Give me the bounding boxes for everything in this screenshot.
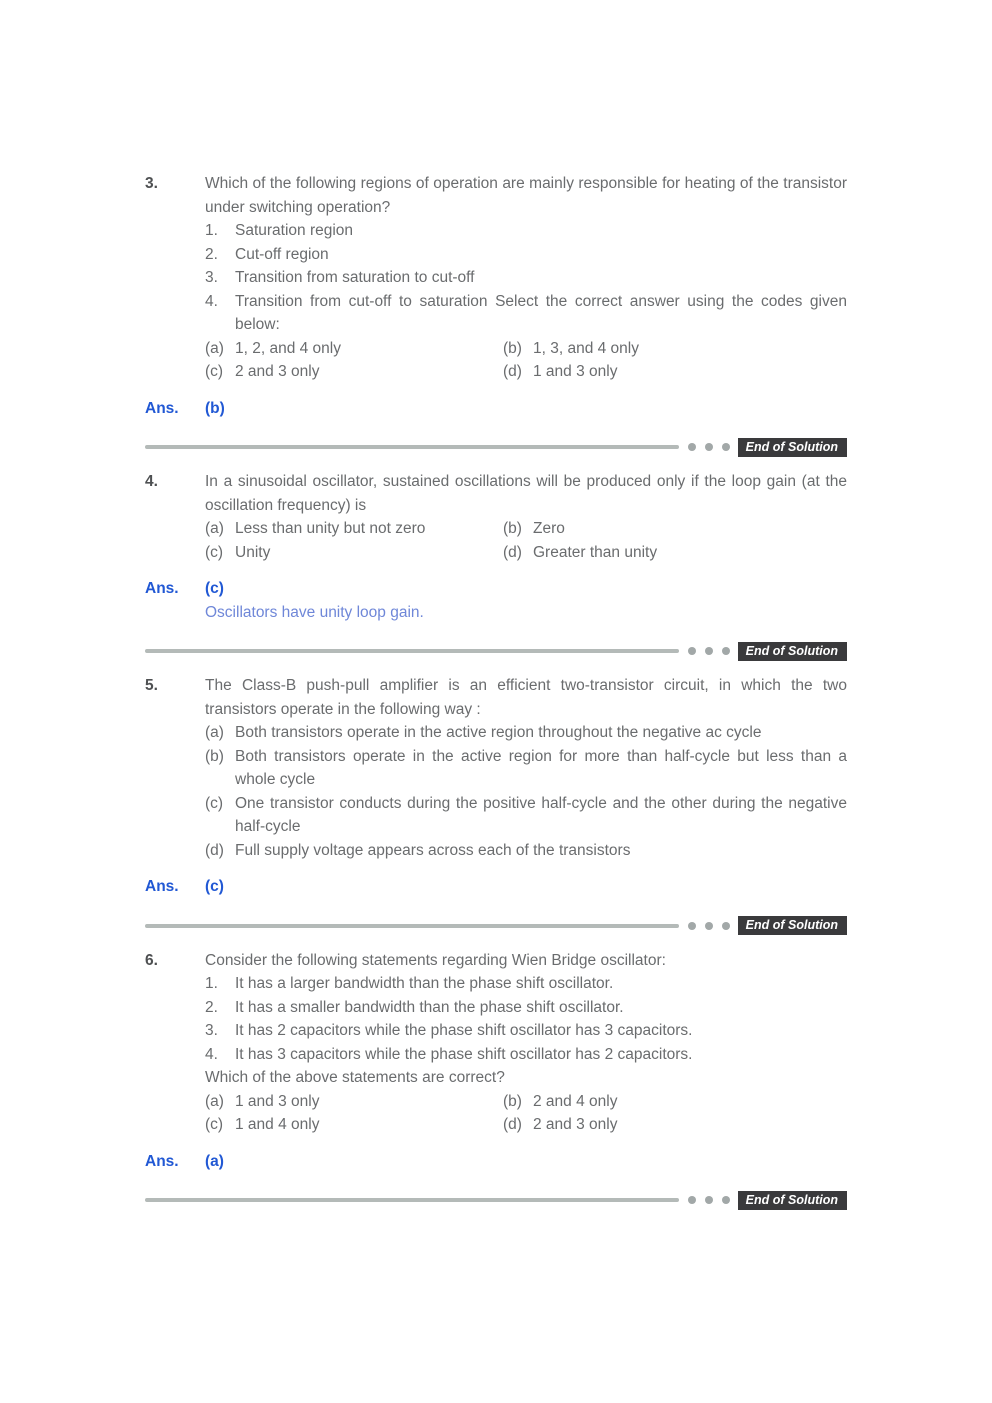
divider-line	[145, 649, 679, 653]
option-b	[503, 517, 847, 541]
list-item	[205, 243, 847, 267]
options-grid	[205, 337, 847, 384]
option-b	[503, 1090, 847, 1114]
end-of-solution-badge: End of Solution	[738, 642, 847, 661]
answer-block	[145, 397, 847, 421]
option-d	[503, 360, 847, 384]
statement-list	[205, 219, 847, 337]
question-text: In a sinusoidal oscillator, sustained oscillations will be produced only if the loop gain (at the oscillation frequency) is	[205, 473, 847, 514]
list-item-number: 4.	[205, 1045, 218, 1063]
option-c	[205, 792, 847, 839]
list-item-text: Saturation region	[235, 222, 354, 239]
end-of-solution-divider	[145, 917, 847, 935]
option-a	[205, 517, 503, 541]
list-item	[205, 1019, 847, 1043]
question-4	[145, 470, 847, 564]
option-label: (a)	[205, 339, 224, 357]
option-text: Greater than unity	[533, 543, 658, 561]
option-a	[205, 1090, 503, 1114]
question-5	[145, 674, 847, 862]
end-of-solution-badge: End of Solution	[738, 916, 847, 935]
question-text: The Class-B push-pull amplifier is an efficient two-transistor circuit, in which the two transistors operate in the following way :	[205, 677, 847, 718]
option-text: 2 and 3 only	[235, 363, 320, 380]
divider-dot	[705, 922, 713, 930]
option-text: Both transistors operate in the active region throughout the negative ac cycle	[235, 724, 762, 741]
list-item-number: 1.	[205, 222, 218, 239]
answer-block	[145, 1150, 847, 1174]
option-text: Unity	[235, 543, 271, 561]
divider-line	[145, 1198, 679, 1202]
answer-label: Ans.	[145, 399, 179, 417]
divider-dot	[688, 647, 696, 655]
option-label: (c)	[205, 1116, 224, 1133]
option-label: (a)	[205, 520, 224, 537]
option-text: One transistor conducts during the positive half-cycle and the other during the negative half-cycle	[235, 794, 847, 835]
answer-label: Ans.	[145, 1152, 179, 1170]
divider-dot	[705, 443, 713, 451]
question-number: 6.	[145, 951, 158, 969]
question-6	[145, 949, 847, 1137]
list-item	[205, 219, 847, 243]
divider-dot	[722, 443, 730, 451]
option-c	[205, 541, 503, 565]
option-label: (c)	[205, 543, 224, 561]
list-item	[205, 1043, 847, 1067]
divider-line	[145, 924, 679, 928]
answer-block	[145, 577, 847, 624]
question-body	[205, 674, 847, 862]
options-list	[205, 721, 847, 862]
divider-dot	[688, 443, 696, 451]
option-b	[503, 337, 847, 361]
divider-dot	[722, 922, 730, 930]
option-text: 1 and 4 only	[235, 1116, 320, 1133]
answer-block	[145, 875, 847, 899]
divider-dot	[722, 1196, 730, 1204]
end-of-solution-divider	[145, 642, 847, 660]
option-d	[503, 541, 847, 565]
option-label: (d)	[503, 363, 522, 380]
option-label: (b)	[503, 520, 522, 537]
option-c	[205, 1113, 503, 1137]
end-of-solution-divider	[145, 1191, 847, 1209]
list-item-text: It has a smaller bandwidth than the phase shift oscillator.	[235, 998, 624, 1016]
option-text: 2 and 4 only	[533, 1092, 618, 1110]
option-text: Zero	[533, 520, 565, 537]
option-text: 1, 2, and 4 only	[235, 339, 341, 357]
list-item-text: Transition from cut-off to saturation Select the correct answer using the codes given below:	[235, 292, 847, 333]
question-text: Consider the following statements regarding Wien Bridge oscillator:	[205, 951, 666, 969]
list-item-number: 3.	[205, 269, 218, 286]
list-item-text: It has a larger bandwidth than the phase shift oscillator.	[235, 975, 614, 992]
list-item-number: 2.	[205, 998, 218, 1016]
answer-row	[145, 875, 847, 899]
answer-value: (c)	[205, 580, 224, 597]
option-label: (d)	[503, 1116, 522, 1133]
list-item-number: 2.	[205, 245, 218, 263]
option-c	[205, 360, 503, 384]
question-body	[205, 470, 847, 564]
question-body	[205, 172, 847, 384]
answer-row	[145, 397, 847, 421]
answer-label: Ans.	[145, 878, 179, 895]
answer-label: Ans.	[145, 580, 179, 597]
option-label: (c)	[205, 794, 224, 812]
divider-dot	[688, 1196, 696, 1204]
list-item-text: It has 3 capacitors while the phase shift oscillator has 2 capacitors.	[235, 1045, 693, 1063]
divider-line	[145, 445, 679, 449]
list-item	[205, 266, 847, 290]
answer-value: (b)	[205, 399, 225, 417]
page-content	[145, 172, 847, 1223]
list-item-text: It has 2 capacitors while the phase shift oscillator has 3 capacitors.	[235, 1022, 693, 1039]
options-grid	[205, 1090, 847, 1137]
option-label: (d)	[205, 841, 224, 859]
option-a	[205, 721, 847, 745]
question-followup: Which of the above statements are correct?	[205, 1069, 505, 1086]
list-item-number: 4.	[205, 292, 218, 310]
option-text: Both transistors operate in the active region for more than half-cycle but less than a whole cycle	[235, 747, 847, 788]
option-label: (a)	[205, 724, 224, 741]
list-item-number: 3.	[205, 1022, 218, 1039]
divider-dot	[688, 922, 696, 930]
list-item-number: 1.	[205, 975, 218, 992]
question-body	[205, 949, 847, 1137]
answer-row	[145, 577, 847, 601]
end-of-solution-badge: End of Solution	[738, 1191, 847, 1210]
end-of-solution-badge: End of Solution	[738, 438, 847, 457]
option-text: 1 and 3 only	[235, 1092, 320, 1110]
divider-dot	[722, 647, 730, 655]
option-label: (b)	[503, 1092, 522, 1110]
divider-dot	[705, 647, 713, 655]
option-label: (b)	[503, 339, 522, 357]
question-text: Which of the following regions of operation are mainly responsible for heating of the transistor under switching operation?	[205, 175, 847, 216]
option-a	[205, 337, 503, 361]
option-label: (a)	[205, 1092, 224, 1110]
answer-value: (a)	[205, 1152, 224, 1170]
divider-dot	[705, 1196, 713, 1204]
option-d	[503, 1113, 847, 1137]
option-label: (d)	[503, 543, 522, 561]
list-item	[205, 996, 847, 1020]
option-text: Full supply voltage appears across each of the transistors	[235, 841, 631, 859]
options-grid	[205, 517, 847, 564]
list-item-text: Transition from saturation to cut-off	[235, 269, 475, 286]
option-d	[205, 839, 847, 863]
answer-value: (c)	[205, 878, 224, 895]
answer-explanation: Oscillators have unity loop gain.	[205, 603, 424, 621]
list-item	[205, 290, 847, 337]
list-item	[205, 972, 847, 996]
question-number: 5.	[145, 677, 158, 694]
option-b	[205, 745, 847, 792]
option-text: 1, 3, and 4 only	[533, 339, 639, 357]
option-label: (c)	[205, 363, 224, 380]
question-number: 4.	[145, 473, 158, 490]
option-text: 2 and 3 only	[533, 1116, 618, 1133]
question-number: 3.	[145, 175, 158, 192]
option-text: Less than unity but not zero	[235, 520, 426, 537]
answer-row	[145, 1150, 847, 1174]
end-of-solution-divider	[145, 438, 847, 456]
list-item-text: Cut-off region	[235, 245, 329, 263]
option-label: (b)	[205, 747, 224, 765]
option-text: 1 and 3 only	[533, 363, 618, 380]
question-3	[145, 172, 847, 384]
statement-list	[205, 972, 847, 1066]
